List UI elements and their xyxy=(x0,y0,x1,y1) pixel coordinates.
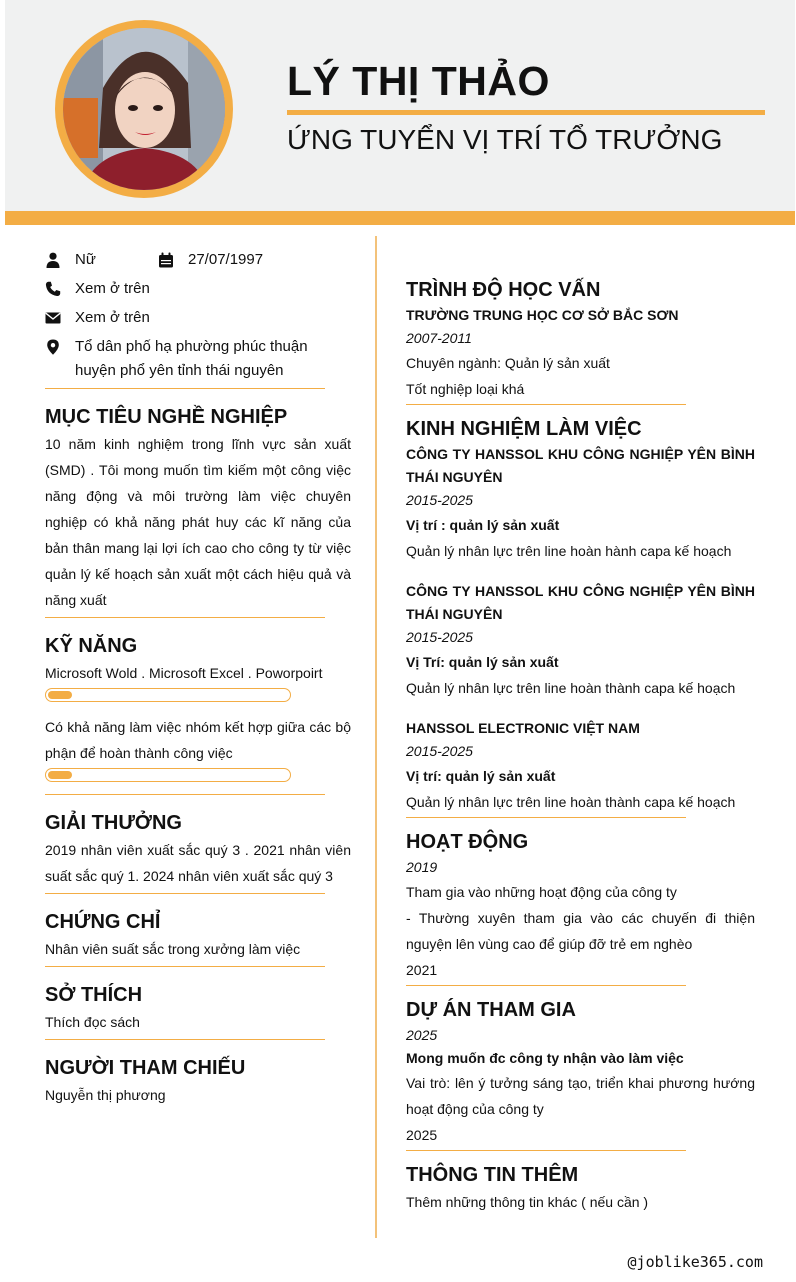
experience-item xyxy=(406,580,755,701)
school-name: TRƯỜNG TRUNG HỌC CƠ SỞ BẮC SƠN xyxy=(406,307,679,323)
awards-title: GIẢI THƯỞNG xyxy=(45,812,182,834)
email-icon xyxy=(45,306,75,330)
education-period: 2007-2011 xyxy=(406,330,472,346)
skill-level-bar xyxy=(45,688,291,702)
activities-title: HOẠT ĐỘNG xyxy=(406,831,529,853)
watermark: @joblike365.com xyxy=(627,1253,763,1271)
skill-level-fill xyxy=(48,771,72,779)
personal-email xyxy=(45,306,351,330)
profile-photo xyxy=(63,28,225,190)
projects-year: 2025 xyxy=(406,1027,438,1043)
divider xyxy=(45,617,325,618)
personal-gender-birthdate xyxy=(45,248,351,272)
email-value: Xem ở trên xyxy=(75,309,150,326)
experience-period: 2015-2025 xyxy=(406,743,473,759)
gender-value: Nữ xyxy=(75,251,96,268)
awards-text: 2019 nhân viên xuất sắc quý 3 . 2021 nhân viên suất sắc quý 1. 2024 nhân viên xuất sắc quý 3 xyxy=(45,842,351,884)
education-title: TRÌNH ĐỘ HỌC VẤN xyxy=(406,279,601,301)
divider xyxy=(406,817,686,818)
references-title: NGƯỜI THAM CHIẾU xyxy=(45,1057,246,1079)
project-end: 2025 xyxy=(406,1127,438,1143)
certificates-text: Nhân viên suất sắc trong xưởng làm việc xyxy=(45,941,301,957)
experience-desc: Quản lý nhân lực trên line hoàn hành capa kế hoạch xyxy=(406,543,732,559)
experience-role: Vị trí: quản lý sản xuất xyxy=(406,768,556,784)
location-pin-icon xyxy=(45,335,75,359)
experience-role: Vị Trí: quản lý sản xuất xyxy=(406,654,559,670)
address-value: Tổ dân phố hạ phường phúc thuận huyện phổ yên tỉnh thái nguyên xyxy=(75,338,308,379)
additional-text: Thêm những thông tin khác ( nếu cần ) xyxy=(406,1194,649,1210)
person-icon xyxy=(45,248,75,272)
divider xyxy=(406,404,686,405)
column-divider xyxy=(375,236,377,1238)
education-major: Chuyên ngành: Quản lý sản xuất xyxy=(406,355,610,371)
applied-position: ỨNG TUYỂN VỊ TRÍ TỔ TRƯỞNG xyxy=(287,124,723,155)
skill-level-fill xyxy=(48,691,72,699)
experience-desc: Quản lý nhân lực trên line hoàn thành capa kế hoạch xyxy=(406,794,736,810)
header-accent-bar xyxy=(5,211,795,225)
name-underline xyxy=(287,110,765,115)
divider xyxy=(45,1039,325,1040)
additional-title: THÔNG TIN THÊM xyxy=(406,1164,579,1186)
candidate-name: LÝ THỊ THẢO xyxy=(287,58,550,104)
activities-line: - Thường xuyên tham gia vào các chuyến đi thiện nguyện lên vùng cao để giúp đỡ trẻ em nghèo xyxy=(406,910,755,952)
activities-year: 2019 xyxy=(406,859,438,875)
divider xyxy=(45,794,325,795)
divider xyxy=(406,1150,686,1151)
left-column xyxy=(45,248,351,1108)
experience-title: KINH NGHIỆM LÀM VIỆC xyxy=(406,418,642,440)
objective-text: 10 năm kinh nghiệm trong lĩnh vực sản xuất (SMD) . Tôi mong muốn tìm kiếm một công việc năng động và môi trường làm việc chuyên nghiệp có khả năng phát huy các kĩ năng của bản thân mang lại lợi ích cao cho công ty từ việc quản lý kế hoạch sản xuất một cách hiệu quả và năng xuất xyxy=(45,436,351,608)
divider xyxy=(45,893,325,894)
company-name: HANSSOL ELECTRONIC VIỆT NAM xyxy=(406,720,640,736)
company-name: CÔNG TY HANSSOL KHU CÔNG NGHIỆP YÊN BÌNH THÁI NGUYÊN xyxy=(406,446,755,485)
hobbies-text: Thích đọc sách xyxy=(45,1014,140,1030)
experience-desc: Quản lý nhân lực trên line hoàn thành capa kế hoạch xyxy=(406,680,736,696)
avatar xyxy=(55,20,233,198)
calendar-icon xyxy=(158,248,188,272)
personal-address xyxy=(45,335,351,383)
education-result: Tốt nghiệp loại khá xyxy=(406,381,525,397)
experience-role: Vị trí : quản lý sản xuất xyxy=(406,517,560,533)
certificates-title: CHỨNG CHỈ xyxy=(45,911,161,933)
experience-item xyxy=(406,443,755,564)
divider xyxy=(45,388,325,389)
objective-title: MỤC TIÊU NGHỀ NGHIỆP xyxy=(45,406,288,428)
birthdate-value: 27/07/1997 xyxy=(188,251,264,268)
experience-item xyxy=(406,717,755,815)
phone-value: Xem ở trên xyxy=(75,280,150,297)
activities-line: Tham gia vào những hoạt động của công ty xyxy=(406,884,677,900)
personal-phone xyxy=(45,277,351,301)
project-role: Vai trò: lên ý tưởng sáng tạo, triển khai phương hướng hoạt động của công ty xyxy=(406,1075,755,1117)
divider xyxy=(406,985,686,986)
experience-period: 2015-2025 xyxy=(406,629,473,645)
experience-period: 2015-2025 xyxy=(406,492,473,508)
phone-icon xyxy=(45,277,75,301)
references-text: Nguyễn thị phương xyxy=(45,1087,166,1103)
skill-label: Microsoft Wold . Microsoft Excel . Poworpoirt xyxy=(45,665,323,681)
project-name: Mong muốn đc công ty nhận vào làm việc xyxy=(406,1050,684,1066)
skill-label: Có khả năng làm việc nhóm kết hợp giữa các bộ phận để hoàn thành công việc xyxy=(45,719,351,761)
hobbies-title: SỞ THÍCH xyxy=(45,984,143,1006)
company-name: CÔNG TY HANSSOL KHU CÔNG NGHIỆP YÊN BÌNH THÁI NGUYÊN xyxy=(406,583,755,622)
skills-title: KỸ NĂNG xyxy=(45,635,138,657)
projects-title: DỰ ÁN THAM GIA xyxy=(406,999,576,1021)
right-column xyxy=(406,276,755,1215)
skill-level-bar xyxy=(45,768,291,782)
activities-line: 2021 xyxy=(406,962,438,978)
divider xyxy=(45,966,325,967)
